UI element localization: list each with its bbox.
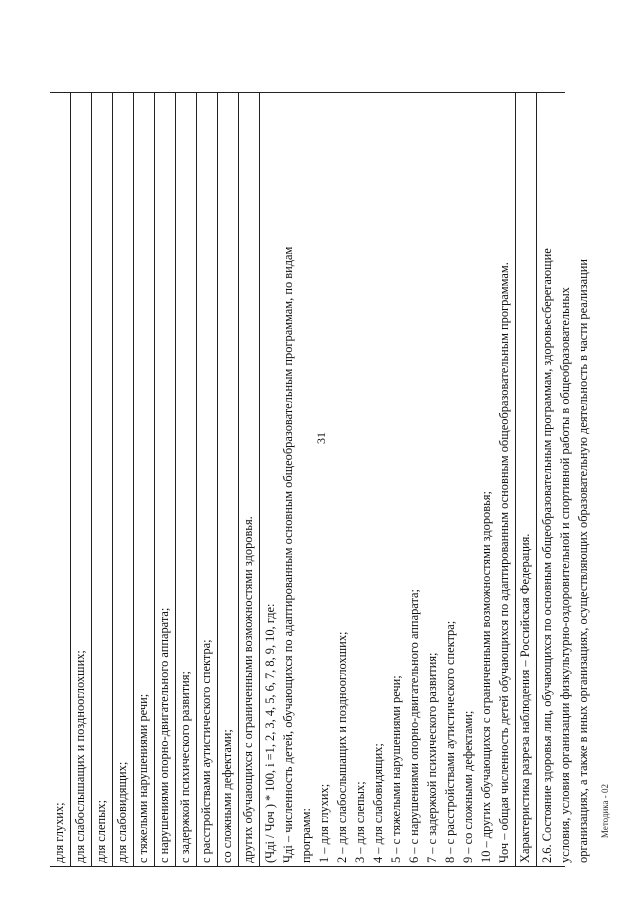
footer-mark: Методика - 02 [600, 784, 610, 839]
characteristic-row: Характеристика разреза наблюдения – Российская Федерация. [515, 93, 536, 866]
table-row: с задержкой психического развития; [175, 93, 196, 866]
document-table-wrapper [50, 92, 590, 867]
page-number: 31 [314, 432, 328, 444]
formula-line: 5 – с тяжелыми нарушениями речи; [389, 675, 403, 863]
formula-line: Чдi – численность детей, обучающихся по адаптированным основным общеобразовательным программам, по видам [281, 246, 295, 863]
table-row: для слепых; [91, 93, 112, 866]
document-table [50, 92, 590, 867]
formula-line: 3 – для слепых; [353, 781, 367, 863]
table-row: с нарушениями опорно-двигательного аппарата; [154, 93, 175, 866]
table-row: со сложными дефектами; [217, 93, 238, 866]
formula-line: 9 – со сложными дефектами; [461, 710, 475, 863]
formula-line: программ: [299, 808, 313, 863]
section-line: 2.6. Состояние здоровья лиц, обучающихся по основным общеобразовательным программам, здоровьесберегающие [540, 248, 554, 863]
table-row: для слабовидящих; [112, 93, 133, 866]
formula-line: (Чдi / Чоч ) * 100, i =1, 2, 3, 4, 5, 6, 7, 8, 9, 10, где: [263, 603, 277, 863]
table-row: для слабослышащих и позднооглохших; [70, 93, 91, 866]
formula-line: 1 – для глухих; [317, 783, 331, 863]
formula-line: 10 – других обучающихся с ограниченными возможностями здоровья; [479, 491, 493, 863]
section-heading-block [536, 93, 594, 866]
section-line: условия, условия организации физкультурно-оздоровительной и спортивной работы в общеобразовательных [558, 287, 572, 863]
section-line: организациях, а также в иных организациях, осуществляющих образовательную деятельность в части реализации [576, 259, 590, 863]
formula-line: 6 – с нарушениями опорно-двигательного аппарата; [407, 589, 421, 863]
formula-line: 8 – с расстройствами аутистического спектра; [443, 620, 457, 863]
table-row: с тяжелыми нарушениями речи; [133, 93, 154, 866]
formula-line: 7 – с задержкой психического развития; [425, 652, 439, 863]
table-row: с расстройствами аутистического спектра; [196, 93, 217, 866]
formula-line: Чоч – общая численность детей обучающихся по адаптированным основным общеобразовательным программам. [497, 262, 511, 863]
table-row: других обучающихся с ограниченными возможностями здоровья. [238, 93, 259, 866]
table-row: для глухих; [52, 802, 66, 863]
formula-line: 4 – для слабовидящих; [371, 743, 385, 863]
formula-block [259, 93, 515, 866]
formula-line: 2 – для слабослышащих и позднооглохших; [335, 631, 349, 863]
